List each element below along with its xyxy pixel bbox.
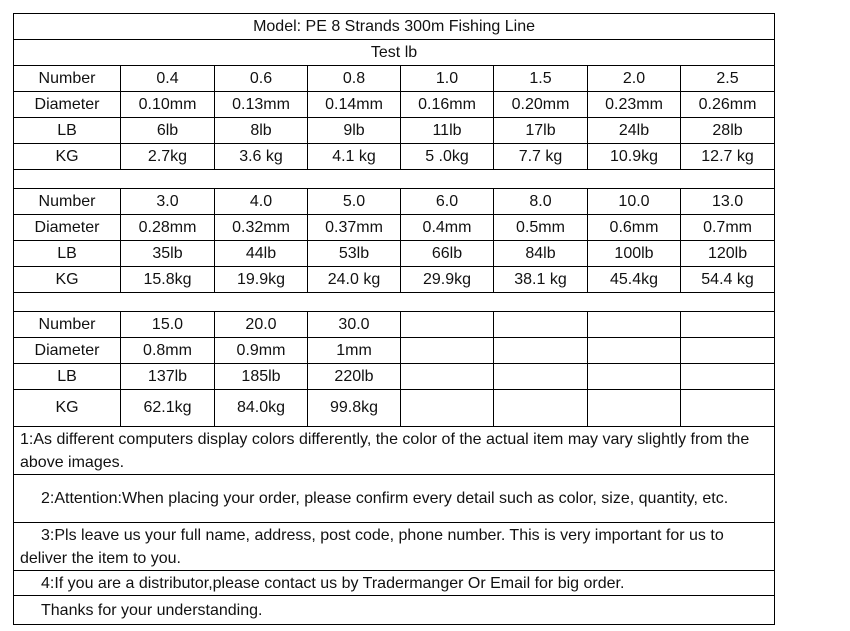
spacer-row [14, 293, 775, 312]
table-row [14, 118, 775, 144]
table-cell [588, 364, 681, 390]
table-cell: 100lb [588, 241, 681, 267]
table-cell: 0.16mm [401, 92, 494, 118]
table-cell: 99.8kg [308, 390, 401, 427]
table-cell: 8.0 [494, 189, 588, 215]
table-cell [401, 338, 494, 364]
table-cell: 45.4kg [588, 267, 681, 293]
table-cell: 20.0 [215, 312, 308, 338]
table-cell: 1mm [308, 338, 401, 364]
table-cell: 1.5 [494, 66, 588, 92]
thanks-note: Thanks for your understanding. [41, 601, 263, 619]
table-row [14, 338, 775, 364]
table-cell: 10.9kg [588, 144, 681, 170]
table-cell: 0.9mm [215, 338, 308, 364]
table-row [14, 66, 775, 92]
table-cell: 29.9kg [401, 267, 494, 293]
table-cell: 0.4mm [401, 215, 494, 241]
table-cell: 84.0kg [215, 390, 308, 427]
table-row [14, 189, 775, 215]
table-cell [401, 390, 494, 427]
table-cell: 1.0 [401, 66, 494, 92]
table-cell [494, 390, 588, 427]
table-cell: 0.13mm [215, 92, 308, 118]
table-title: Model: PE 8 Strands 300m Fishing Line [14, 14, 775, 40]
table-cell [588, 338, 681, 364]
table-cell: 24lb [588, 118, 681, 144]
title-row [14, 14, 775, 40]
table-cell: 30.0 [308, 312, 401, 338]
table-cell: 10.0 [588, 189, 681, 215]
table-cell: 12.7 kg [681, 144, 775, 170]
row-label-lb: LB [14, 118, 121, 144]
table-cell: 66lb [401, 241, 494, 267]
row-label-lb: LB [14, 241, 121, 267]
note-3: 3:Pls leave us your full name, address, post code, phone number. This is very important for us to deliver the item to you. [20, 526, 724, 567]
table-cell: 0.6mm [588, 215, 681, 241]
table-cell: 0.23mm [588, 92, 681, 118]
row-label-kg: KG [14, 267, 121, 293]
table-row [14, 92, 775, 118]
row-label-number: Number [14, 66, 121, 92]
row-label-kg: KG [14, 390, 121, 427]
table-cell: 5.0 [308, 189, 401, 215]
table-row [14, 144, 775, 170]
table-row [14, 241, 775, 267]
table-cell: 6.0 [401, 189, 494, 215]
table-cell [401, 312, 494, 338]
table-cell: 38.1 kg [494, 267, 588, 293]
spacer-row [14, 170, 775, 189]
table-cell: 4.1 kg [308, 144, 401, 170]
table-cell: 13.0 [681, 189, 775, 215]
table-cell [681, 364, 775, 390]
table-cell: 54.4 kg [681, 267, 775, 293]
row-label-lb: LB [14, 364, 121, 390]
table-cell: 44lb [215, 241, 308, 267]
table-row [14, 312, 775, 338]
note-3-cell [14, 523, 775, 571]
row-label-kg: KG [14, 144, 121, 170]
note-row [14, 427, 775, 475]
row-label-number: Number [14, 189, 121, 215]
note-4: 4:If you are a distributor,please contact us by Tradermanger Or Email for big order. [41, 574, 625, 592]
table-cell: 24.0 kg [308, 267, 401, 293]
table-cell: 0.4 [121, 66, 215, 92]
table-cell: 2.5 [681, 66, 775, 92]
note-row [14, 571, 775, 596]
table-cell: 0.8mm [121, 338, 215, 364]
table-cell: 6lb [121, 118, 215, 144]
table-cell [681, 312, 775, 338]
note-2-cell [14, 475, 775, 523]
table-cell: 0.8 [308, 66, 401, 92]
row-label-diameter: Diameter [14, 92, 121, 118]
table-cell: 0.32mm [215, 215, 308, 241]
table-cell: 0.26mm [681, 92, 775, 118]
table-cell: 3.0 [121, 189, 215, 215]
table-cell [401, 364, 494, 390]
table-cell [588, 312, 681, 338]
table-cell: 220lb [308, 364, 401, 390]
note-row [14, 475, 775, 523]
row-label-diameter: Diameter [14, 338, 121, 364]
table-cell: 0.10mm [121, 92, 215, 118]
table-cell: 185lb [215, 364, 308, 390]
table-row [14, 215, 775, 241]
table-cell: 53lb [308, 241, 401, 267]
note-2: 2:Attention:When placing your order, please confirm every detail such as color, size, quantity, etc. [41, 490, 729, 507]
table-cell [494, 364, 588, 390]
table-cell: 19.9kg [215, 267, 308, 293]
table-cell: 0.37mm [308, 215, 401, 241]
row-label-diameter: Diameter [14, 215, 121, 241]
table-row [14, 390, 775, 427]
spec-table [13, 13, 775, 625]
table-cell: 0.6 [215, 66, 308, 92]
table-cell: 0.14mm [308, 92, 401, 118]
table-cell: 15.8kg [121, 267, 215, 293]
note-5-cell [14, 596, 775, 625]
table-cell [681, 390, 775, 427]
table-cell: 3.6 kg [215, 144, 308, 170]
table-cell: 84lb [494, 241, 588, 267]
table-cell: 9lb [308, 118, 401, 144]
table-cell: 62.1kg [121, 390, 215, 427]
table-cell: 35lb [121, 241, 215, 267]
table-cell: 4.0 [215, 189, 308, 215]
table-cell: 8lb [215, 118, 308, 144]
table-cell: 0.20mm [494, 92, 588, 118]
table-subtitle: Test lb [14, 40, 775, 66]
table-row [14, 267, 775, 293]
table-cell: 17lb [494, 118, 588, 144]
note-4-cell [14, 571, 775, 596]
table-cell: 2.7kg [121, 144, 215, 170]
table-row [14, 364, 775, 390]
table-cell: 7.7 kg [494, 144, 588, 170]
note-row [14, 596, 775, 625]
table-cell: 15.0 [121, 312, 215, 338]
table-cell: 0.7mm [681, 215, 775, 241]
table-cell: 5 .0kg [401, 144, 494, 170]
table-cell [681, 338, 775, 364]
table-cell: 11lb [401, 118, 494, 144]
table-cell [494, 338, 588, 364]
table-cell: 120lb [681, 241, 775, 267]
table-cell: 0.28mm [121, 215, 215, 241]
subtitle-row [14, 40, 775, 66]
table-cell [588, 390, 681, 427]
spacer-cell [14, 293, 775, 312]
row-label-number: Number [14, 312, 121, 338]
table-cell [494, 312, 588, 338]
note-row [14, 523, 775, 571]
note-1: 1:As different computers display colors differently, the color of the actual item may vary slightly from the above images. [14, 427, 775, 475]
table-cell: 28lb [681, 118, 775, 144]
table-cell: 0.5mm [494, 215, 588, 241]
table-cell: 2.0 [588, 66, 681, 92]
table-cell: 137lb [121, 364, 215, 390]
spacer-cell [14, 170, 775, 189]
